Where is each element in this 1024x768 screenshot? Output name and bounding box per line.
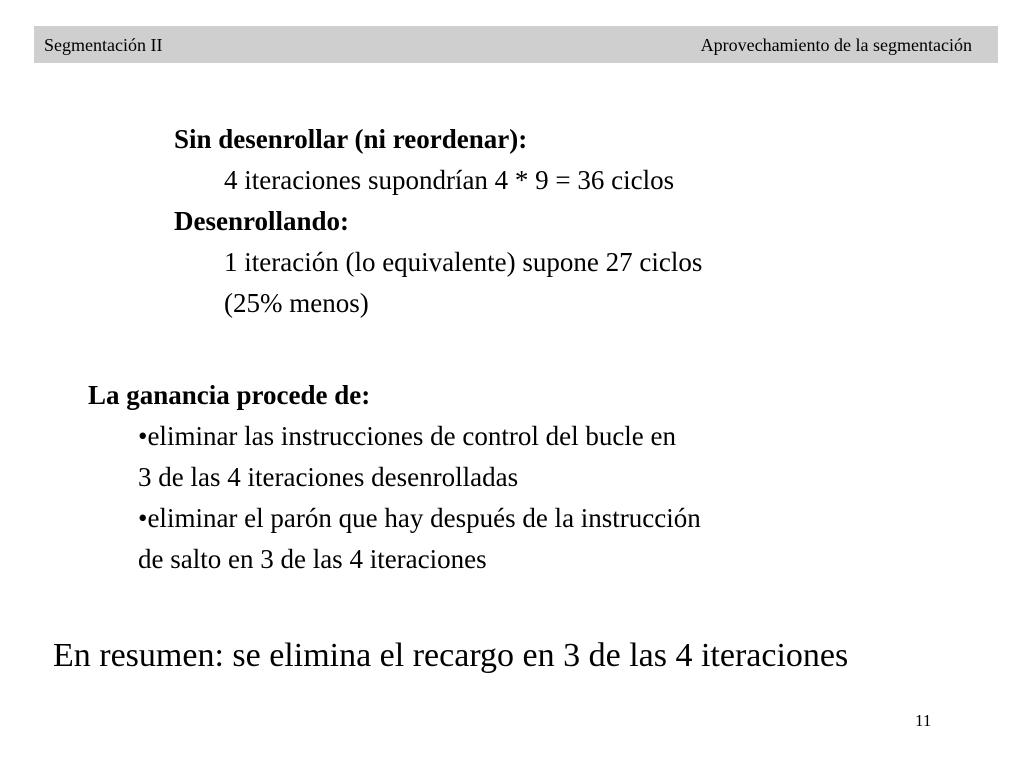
section2-bullet2-line1: •eliminar el parón que hay después de la instrucción [138, 503, 701, 533]
section2-heading-gain: La ganancia procede de: [88, 380, 371, 410]
header-left-title: Segmentación II [44, 35, 163, 55]
summary-statement: En resumen: se elimina el recargo en 3 de las 4 iteraciones [53, 637, 849, 674]
section2-bullet1-line1: •eliminar las instrucciones de control del bucle en [138, 421, 677, 451]
header-right-title: Aprovechamiento de la segmentación [700, 35, 972, 55]
slide-header-bar [34, 26, 998, 63]
section1-line-27-cycles: 1 iteración (lo equivalente) supone 27 ciclos [224, 247, 703, 277]
section1-heading-unrolling: Desenrollando: [174, 206, 350, 236]
section1-line-36-cycles: 4 iteraciones supondrían 4 * 9 = 36 ciclos [224, 165, 675, 195]
page-number: 11 [915, 711, 932, 730]
section1-heading-unrolled-not: Sin desenrollar (ni reordenar): [174, 124, 528, 154]
section2-bullet1-line2: 3 de las 4 iteraciones desenrolladas [138, 462, 519, 492]
section2-bullet2-line2: de salto en 3 de las 4 iteraciones [138, 544, 487, 574]
section1-line-percent-less: (25% menos) [224, 288, 369, 318]
